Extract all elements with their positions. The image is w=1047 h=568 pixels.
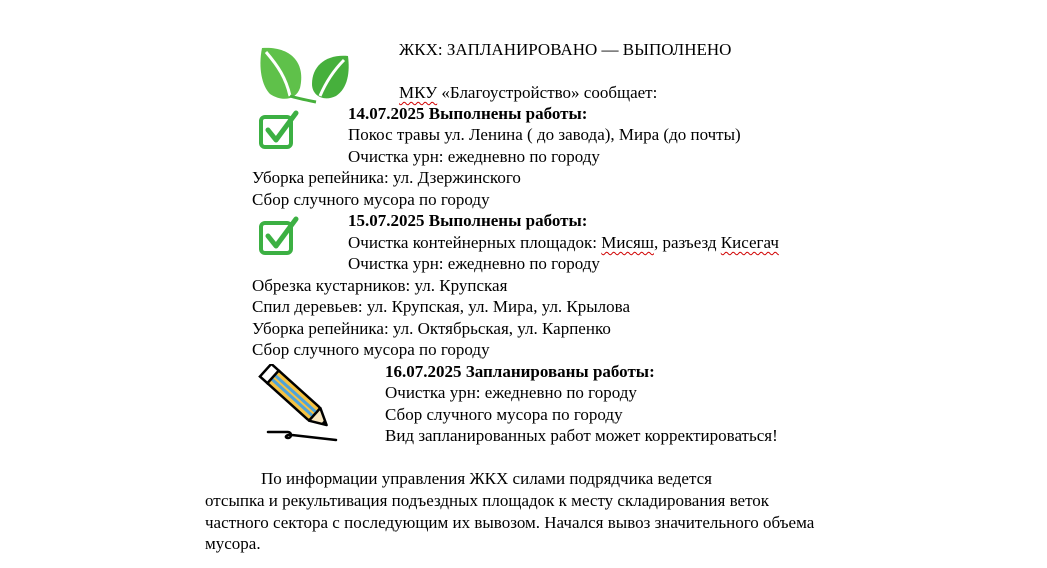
pencil-icon [258, 364, 340, 444]
org-abbr: МКУ [399, 83, 438, 102]
footer-line: По информации управления ЖКХ силами подрядчика ведется [261, 469, 712, 488]
day3-item: Очистка урн: ежедневно по городу [385, 383, 637, 402]
place-name: Кисегач [720, 233, 779, 252]
day2-item-text: , разъезд [653, 233, 721, 252]
day3-heading: 16.07.2025 Запланированы работы: [385, 362, 655, 381]
day1-item: Очистка урн: ежедневно по городу [348, 147, 600, 166]
day2-item: Сбор случного мусора по городу [252, 340, 490, 359]
leaf-icon [256, 44, 352, 104]
footer-line: частного сектора с последующим их вывозом. Начался вывоз значительного объема [205, 513, 815, 532]
page-title: ЖКХ: ЗАПЛАНИРОВАНО — ВЫПОЛНЕНО [399, 40, 732, 59]
day2-item-text: Очистка контейнерных площадок: [348, 233, 602, 252]
org-rest: «Благоустройство» сообщает: [437, 83, 658, 102]
checkmark-icon [258, 216, 300, 258]
day2-item: Очистка урн: ежедневно по городу [348, 254, 600, 273]
day2-heading: 15.07.2025 Выполнены работы: [348, 211, 588, 230]
day1-item: Сбор случного мусора по городу [252, 190, 490, 209]
day1-item: Уборка репейника: ул. Дзержинского [252, 168, 521, 187]
footer-line: мусора. [205, 534, 261, 553]
day2-item [348, 233, 779, 253]
day2-item: Уборка репейника: ул. Октябрьская, ул. Карпенко [252, 319, 611, 338]
day2-item: Обрезка кустарников: ул. Крупская [252, 276, 508, 295]
day3-item: Вид запланированных работ может корректироваться! [385, 426, 778, 445]
checkmark-icon [258, 110, 300, 152]
day2-item: Спил деревьев: ул. Крупская, ул. Мира, ул. Крылова [252, 297, 631, 316]
org-announcement [399, 83, 657, 103]
day1-heading: 14.07.2025 Выполнены работы: [348, 104, 588, 123]
place-name: Мисяш [601, 233, 654, 252]
footer-line: отсыпка и рекультивация подъездных площадок к месту складирования веток [205, 491, 770, 510]
day3-item: Сбор случного мусора по городу [385, 405, 623, 424]
day1-item: Покос травы ул. Ленина ( до завода), Мира (до почты) [348, 125, 741, 144]
